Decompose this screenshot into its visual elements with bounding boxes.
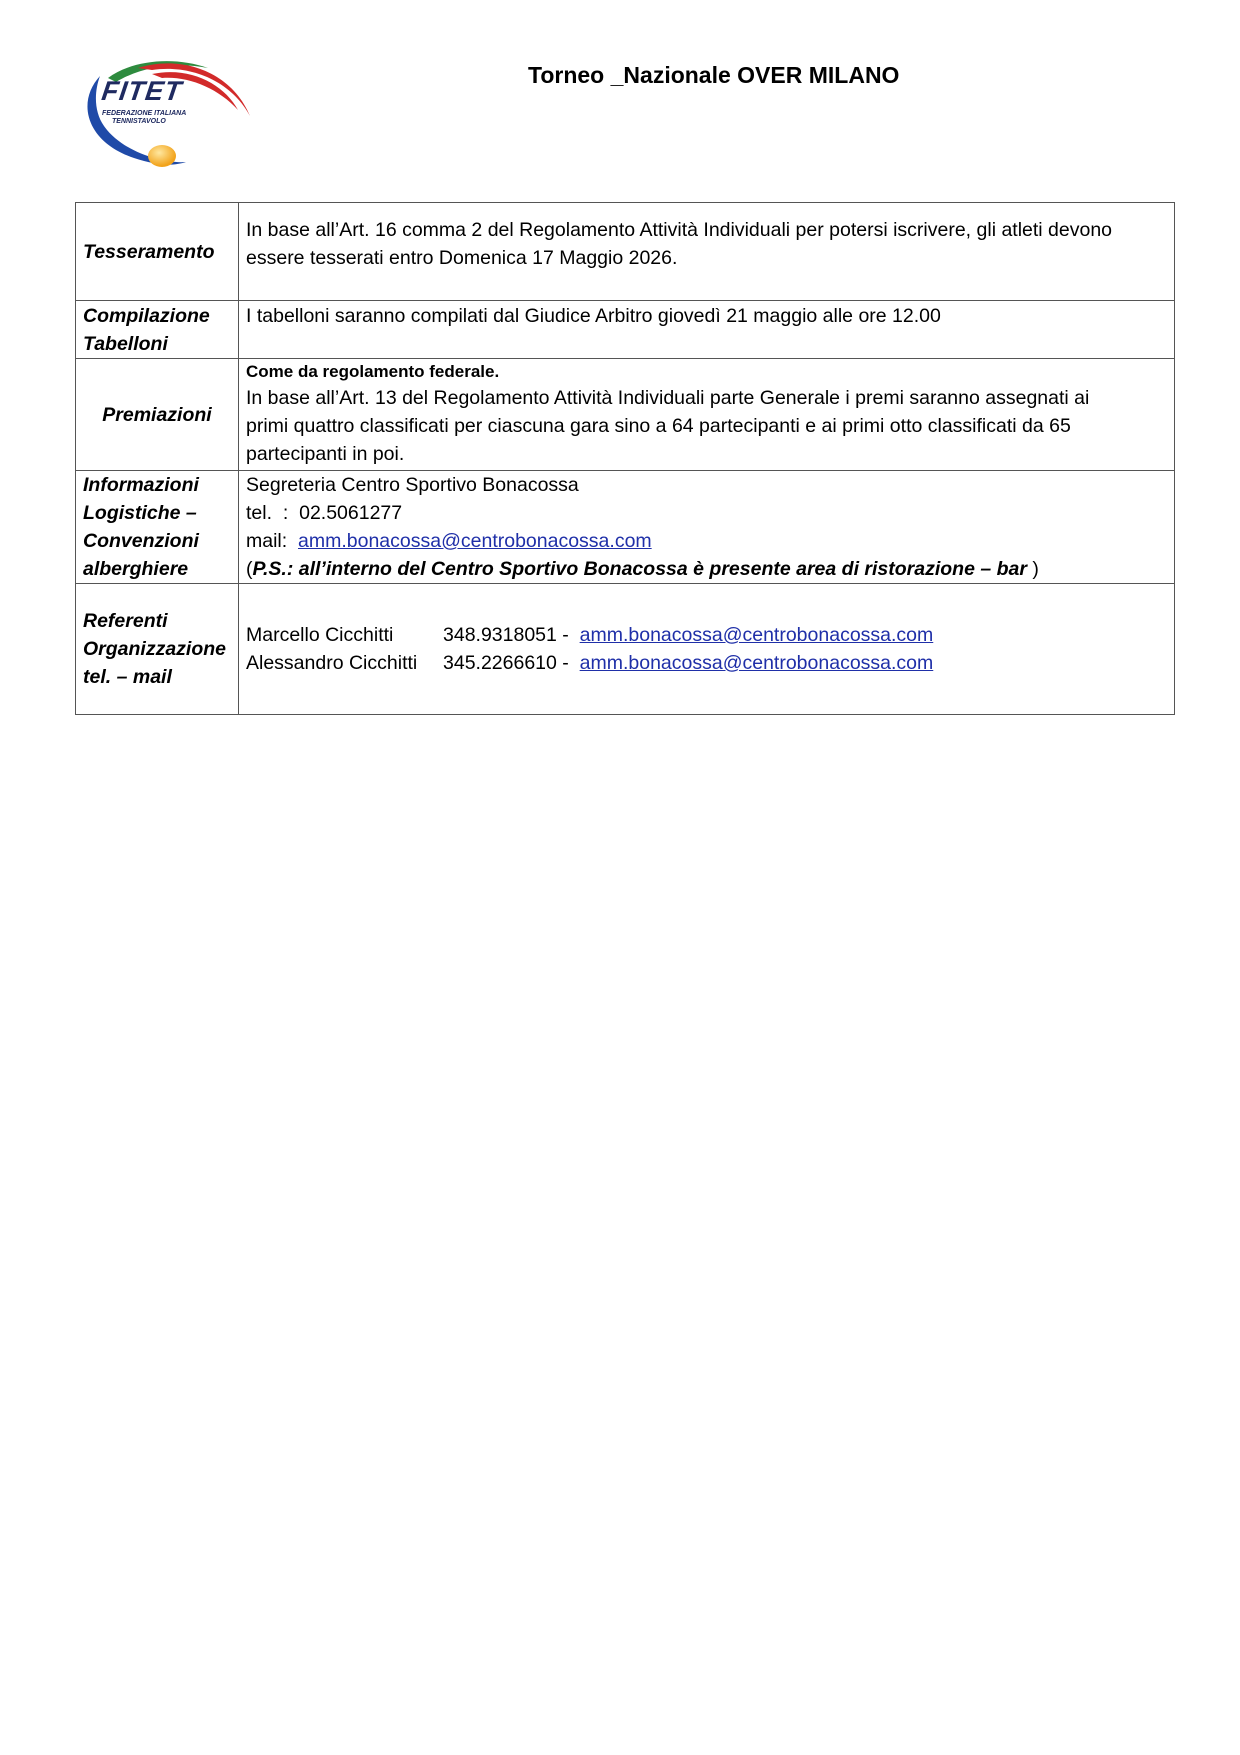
label-text: Compilazione — [83, 304, 210, 327]
row-value — [239, 584, 1175, 715]
fitet-logo — [82, 54, 254, 172]
text-line: I tabelloni saranno compilati dal Giudice Arbitro giovedì 21 maggio alle ore 12.00 — [246, 305, 941, 327]
ps-line — [246, 555, 1167, 583]
ps-text: P.S.: all’interno del Centro Sportivo Bonacossa è presente area di ristorazione – bar — [252, 558, 1027, 580]
row-label — [76, 203, 239, 301]
mail-prefix: mail: — [246, 530, 299, 552]
label-text: alberghiere — [83, 558, 189, 580]
row-label — [76, 471, 239, 584]
mail-line — [246, 527, 1167, 555]
text-line: primi quattro classificati per ciascuna gara sino a 64 partecipanti e ai primi otto classificati da 65 — [246, 415, 1071, 437]
label-text: Logistiche – — [83, 502, 197, 524]
row-value — [239, 471, 1175, 584]
row-value — [239, 301, 1175, 359]
text-line: In base all’Art. 16 comma 2 del Regolamento Attività Individuali per potersi iscrivere, gli atleti devono — [246, 219, 1113, 241]
label-text: tel. – mail — [83, 666, 172, 688]
row-informazioni — [76, 471, 1175, 584]
contact-row — [246, 649, 1167, 677]
label-text: Premiazioni — [102, 403, 212, 426]
contact-phone: 348.9318051 - — [443, 624, 580, 646]
row-value — [239, 203, 1175, 301]
row-tesseramento — [76, 203, 1175, 301]
row-label — [76, 359, 239, 471]
row-label — [76, 584, 239, 715]
text-line: partecipanti in poi. — [246, 443, 405, 465]
text-line: essere tesserati entro Domenica 17 Maggio 2026. — [246, 247, 678, 269]
row-referenti — [76, 584, 1175, 715]
ps-open: ( — [246, 558, 253, 580]
text-line: Segreteria Centro Sportivo Bonacossa — [246, 474, 579, 496]
text-line: In base all’Art. 13 del Regolamento Attività Individuali parte Generale i premi saranno assegnati ai — [246, 387, 1090, 409]
label-text: Convenzioni — [83, 530, 199, 552]
label-text: Referenti — [83, 610, 168, 632]
info-table — [75, 202, 1175, 715]
section-heading: Come da regolamento federale. — [246, 362, 500, 381]
row-premiazioni — [76, 359, 1175, 471]
contact-row — [246, 621, 1167, 649]
contact-name: Marcello Cicchitti — [246, 624, 394, 646]
contact-email-link[interactable]: amm.bonacossa@centrobonacossa.com — [579, 652, 934, 674]
label-text: Informazioni — [83, 474, 199, 496]
label-text: Tesseramento — [83, 240, 215, 263]
logo-sub-text-1: FEDERAZIONE ITALIANA — [102, 110, 187, 117]
email-link[interactable]: amm.bonacossa@centrobonacossa.com — [298, 530, 652, 552]
page-title: Torneo _Nazionale OVER MILANO — [528, 62, 900, 88]
label-text: Organizzazione — [83, 638, 227, 660]
contact-phone: 345.2266610 - — [443, 652, 580, 674]
phone-line: tel. : 02.5061277 — [246, 502, 403, 524]
label-text: Tabelloni — [83, 332, 168, 355]
logo-main-text: FITET — [99, 76, 185, 106]
contact-email-link[interactable]: amm.bonacossa@centrobonacossa.com — [579, 624, 934, 646]
ps-close: ) — [1026, 558, 1039, 580]
contact-name: Alessandro Cicchitti — [246, 652, 418, 674]
row-value — [239, 359, 1175, 471]
logo-sub-text-2: TENNISTAVOLO — [112, 118, 166, 125]
row-compilazione — [76, 301, 1175, 359]
row-label — [76, 301, 239, 359]
